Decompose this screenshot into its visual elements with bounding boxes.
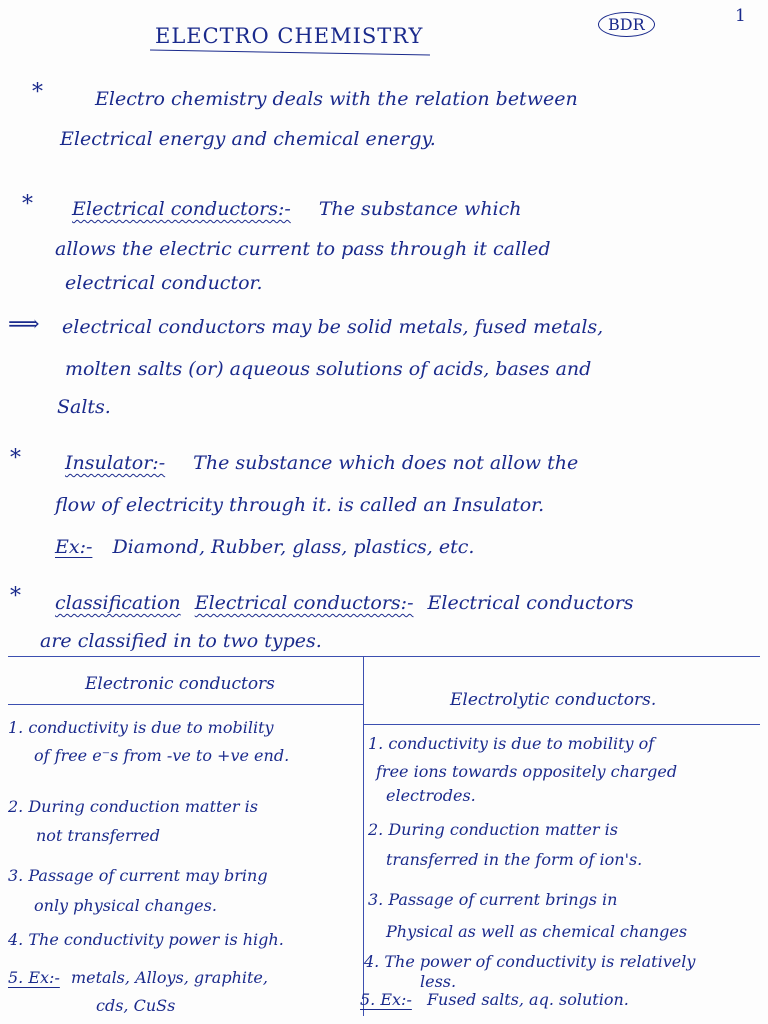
conductors-line-3: electrical conductor.: [65, 272, 263, 294]
conductors-definition-line-1: [72, 198, 522, 220]
intro-line-2: Electrical energy and chemical energy.: [60, 128, 436, 150]
insulator-bullet: *: [10, 446, 21, 471]
conductors-line-2: allows the electric current to pass through it called: [55, 238, 551, 260]
electronic-point-4: 4. The conductivity power is high.: [8, 930, 284, 949]
conductors-bullet: *: [22, 192, 33, 217]
electrolytic-point-1-line-2: free ions towards oppositely charged: [376, 762, 678, 781]
electronic-ex-text: metals, Alloys, graphite,: [70, 968, 268, 987]
table-top-rule: [8, 656, 760, 657]
title-underline: [150, 50, 430, 56]
electrolytic-point-2-line-2: transferred in the form of ion's.: [386, 850, 643, 869]
classification-term-1: classification: [55, 592, 181, 614]
insulator-example: [55, 536, 474, 558]
electrolytic-ex-label: 5. Ex:-: [360, 990, 412, 1009]
classification-line-2: are classified in to two types.: [40, 630, 322, 652]
implies-arrow-icon: ⟹: [8, 312, 40, 337]
insulator-term: Insulator:-: [65, 452, 166, 474]
page-number: 1: [735, 6, 746, 26]
insulator-definition-line-1: [65, 452, 578, 474]
electrolytic-point-4-line-1: 4. The power of conductivity is relatively: [364, 952, 696, 971]
table-header-rule-right: [363, 724, 760, 725]
classification-bullet: *: [10, 584, 21, 609]
page-title: ELECTRO CHEMISTRY: [155, 24, 424, 48]
electronic-point-5-line-2: cds, CuSs: [96, 996, 176, 1015]
electronic-point-3-line-1: 3. Passage of current may bring: [8, 866, 268, 885]
electronic-point-1-line-1: 1. conductivity is due to mobility: [8, 718, 274, 737]
electronic-ex-label: 5. Ex:-: [8, 968, 60, 987]
electrolytic-ex-text: Fused salts, aq. solution.: [426, 990, 629, 1009]
author-badge: BDR: [598, 12, 655, 37]
insulator-ex-label: Ex:-: [55, 536, 93, 558]
insulator-line-2: flow of electricity through it. is called an Insulator.: [55, 494, 545, 516]
conductors-term: Electrical conductors:-: [72, 198, 291, 220]
electrolytic-point-5: [360, 990, 629, 1009]
conductor-types-line-3: Salts.: [57, 396, 111, 418]
table-header-rule-left: [8, 704, 363, 705]
classification-line-1: [55, 592, 634, 614]
table-header-electronic: Electronic conductors: [85, 674, 275, 694]
electronic-point-2-line-2: not transferred: [36, 826, 160, 845]
insulator-line-1-rest: The substance which does not allow the: [193, 452, 579, 474]
conductor-types-line-1: electrical conductors may be solid metals, fused metals,: [62, 316, 604, 338]
electronic-point-3-line-2: only physical changes.: [34, 896, 217, 915]
electrolytic-point-4-line-2: less.: [420, 972, 457, 991]
electrolytic-point-3-line-1: 3. Passage of current brings in: [368, 890, 618, 909]
electrolytic-point-1-line-1: 1. conductivity is due to mobility of: [368, 734, 655, 753]
electrolytic-point-2-line-1: 2. During conduction matter is: [368, 820, 618, 839]
electronic-point-1-line-2: of free e⁻s from -ve to +ve end.: [34, 746, 290, 765]
classification-line-1-rest: Electrical conductors: [427, 592, 634, 614]
intro-bullet: *: [32, 80, 43, 105]
electronic-point-5-line-1: [8, 968, 268, 987]
conductors-line-1-rest: The substance which: [318, 198, 522, 220]
insulator-ex-text: Diamond, Rubber, glass, plastics, etc.: [112, 536, 475, 558]
classification-term-2: Electrical conductors:-: [194, 592, 414, 614]
electronic-point-2-line-1: 2. During conduction matter is: [8, 797, 258, 816]
table-header-electrolytic: Electrolytic conductors.: [450, 690, 657, 710]
conductor-types-line-2: molten salts (or) aqueous solutions of acids, bases and: [65, 358, 592, 380]
electrolytic-point-1-line-3: electrodes.: [386, 786, 476, 805]
electrolytic-point-3-line-2: Physical as well as chemical changes: [386, 922, 688, 941]
intro-line-1: Electro chemistry deals with the relation between: [95, 88, 578, 110]
